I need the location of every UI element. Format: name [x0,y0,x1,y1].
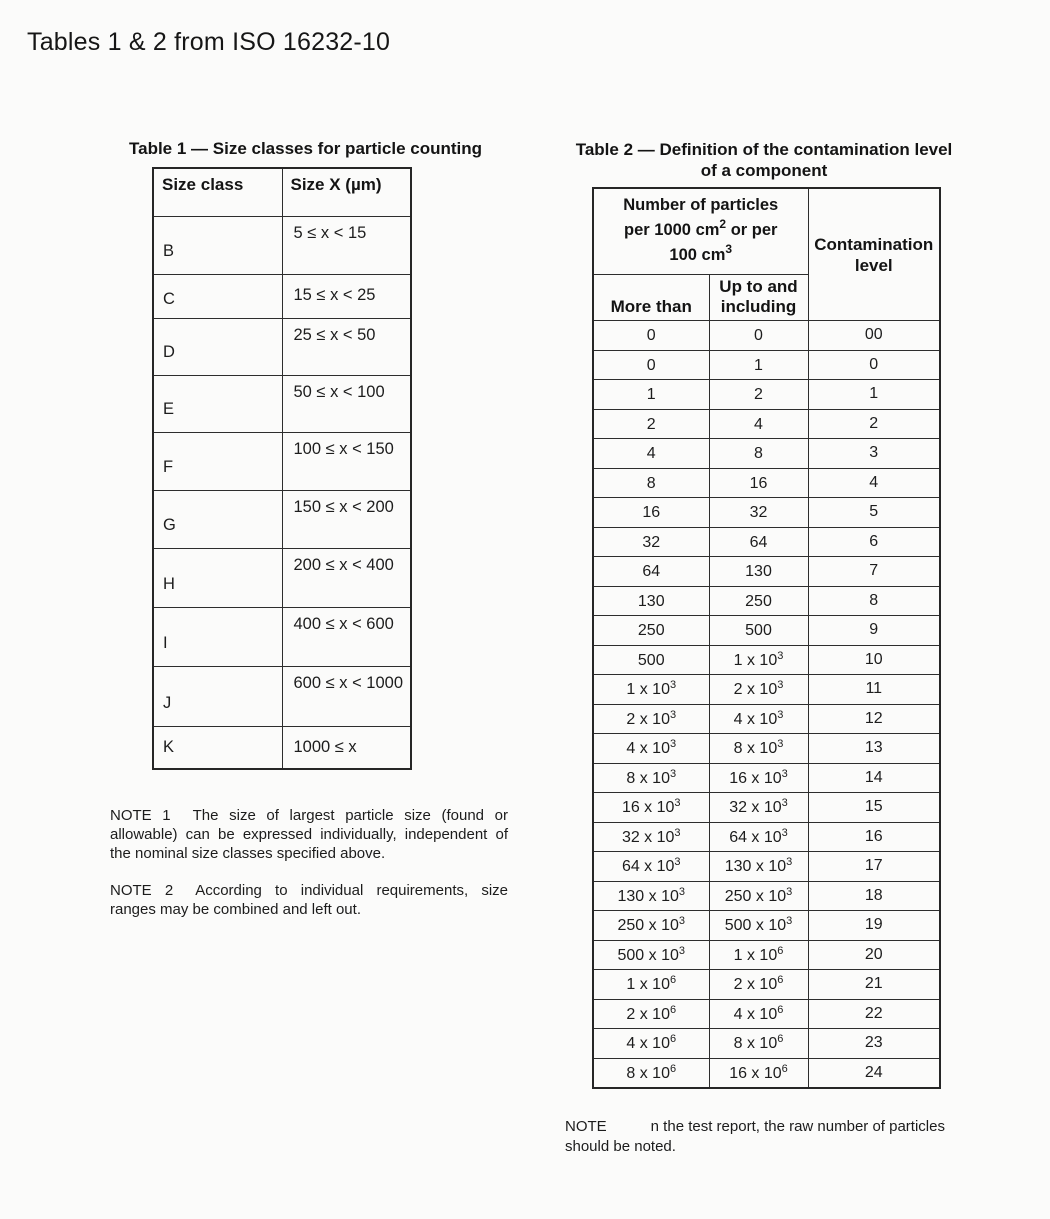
more-than-cell: 64 [593,557,709,587]
superscript: 6 [777,1033,784,1046]
up-to-cell: 16 [709,468,808,498]
more-than-cell: 32 [593,527,709,557]
table-row [593,557,940,587]
table-row [593,852,940,882]
level-cell: 12 [808,704,940,734]
more-than-cell: 130 [593,586,709,616]
level-cell: 00 [808,321,940,351]
level-cell: 7 [808,557,940,587]
note-2-text: According to individual requirements, size ranges may be combined and left out. [110,882,508,918]
level-cell: 19 [808,911,940,941]
more-than-header: More than [593,275,709,321]
level-cell: 21 [808,970,940,1000]
table2-caption-line1: Table 2 — Definition of the contamination level [575,140,953,159]
level-cell: 15 [808,793,940,823]
size-range-cell: 100 ≤ x < 150 [282,433,411,491]
table1-container [152,167,412,770]
more-than-cell: 4 [593,439,709,469]
superscript: 3 [786,915,793,928]
table-row [153,433,411,491]
level-cell: 10 [808,645,940,675]
table-row [593,822,940,852]
level-cell: 13 [808,734,940,764]
more-than-cell: 2 x $10^6$ [593,999,709,1029]
up-to-cell: 8 x $10^3$ [709,734,808,764]
superscript: 3 [669,738,677,751]
more-than-cell: 8 [593,468,709,498]
size-class-cell: D [153,319,282,376]
table-row [593,704,940,734]
size-x-header: Size X (µm) [282,168,411,217]
up-to-cell: 4 x $10^6$ [709,999,808,1029]
table-row [593,1058,940,1088]
superscript: 3 [669,679,677,692]
more-than-cell: 4 x $10^3$ [593,734,709,764]
up-to-cell: 64 [709,527,808,557]
size-range-cell: 25 ≤ x < 50 [282,319,411,376]
more-than-cell: 32 x $10^3$ [593,822,709,852]
level-cell: 6 [808,527,940,557]
size-range-cell: 5 ≤ x < 15 [282,217,411,275]
more-than-cell: 500 x $10^3$ [593,940,709,970]
size-class-cell: H [153,549,282,608]
table-row [593,350,940,380]
superscript: 6 [669,974,677,987]
size-class-cell: B [153,217,282,275]
up-to-cell: 2 x $10^6$ [709,970,808,1000]
level-cell: 24 [808,1058,940,1088]
more-than-cell: 250 [593,616,709,646]
up-to-cell: 500 x $10^3$ [709,911,808,941]
size-range-cell: 50 ≤ x < 100 [282,376,411,433]
up-to-cell: 250 x $10^3$ [709,881,808,911]
superscript: 6 [669,1062,677,1075]
up-to-cell: 0 [709,321,808,351]
note-2 [110,881,508,919]
level-cell: 11 [808,675,940,705]
table-row [593,645,940,675]
table2-container [592,187,941,1089]
superscript: 6 [777,1003,784,1016]
size-classes-table [152,167,412,770]
more-than-cell: 16 [593,498,709,528]
contamination-level-header: Contamination level [808,188,940,321]
level-cell: 14 [808,763,940,793]
level-cell: 18 [808,881,940,911]
more-than-cell: 64 x $10^3$ [593,852,709,882]
level-cell: 3 [808,439,940,469]
size-class-cell: G [153,491,282,549]
table-row [153,608,411,667]
table-row [593,380,940,410]
superscript: 3 [725,242,733,256]
up-to-cell: 1 x $10^3$ [709,645,808,675]
table-row [153,491,411,549]
up-to-cell: 4 x $10^3$ [709,704,808,734]
level-cell: 16 [808,822,940,852]
level-cell: 8 [808,586,940,616]
superscript: 2 [719,217,727,231]
size-class-cell: E [153,376,282,433]
size-range-cell: 15 ≤ x < 25 [282,275,411,319]
table-row [593,999,940,1029]
superscript: 3 [669,767,677,780]
more-than-cell: 130 x $10^3$ [593,881,709,911]
superscript: 3 [674,797,681,810]
table-row [153,549,411,608]
up-to-cell: 32 x $10^3$ [709,793,808,823]
superscript: 3 [678,885,685,898]
level-cell: 4 [808,468,940,498]
more-than-cell: 2 x $10^3$ [593,704,709,734]
table1-caption: Table 1 — Size classes for particle counting [129,139,483,158]
size-class-cell: K [153,727,282,769]
table-row [593,911,940,941]
table-row [593,1029,940,1059]
superscript: 3 [781,797,788,810]
more-than-cell: 4 x $10^6$ [593,1029,709,1059]
up-to-cell: 32 [709,498,808,528]
table2-note-label: NOTE [565,1118,607,1135]
size-range-cell: 600 ≤ x < 1000 [282,667,411,727]
superscript: 3 [786,856,793,869]
contamination-level-table [592,187,941,1089]
more-than-cell: 0 [593,321,709,351]
table-row [593,439,940,469]
table2-caption [560,139,968,181]
table-row [153,217,411,275]
table-row [153,275,411,319]
more-than-cell: 16 x $10^3$ [593,793,709,823]
up-to-cell: 16 x $10^6$ [709,1058,808,1088]
table-row [153,667,411,727]
up-to-cell: 64 x $10^3$ [709,822,808,852]
table1-header-row [153,168,411,217]
particles-header-line1: Number of particles [623,196,779,214]
table-row [593,498,940,528]
up-to-cell: 8 x $10^6$ [709,1029,808,1059]
table-row [593,940,940,970]
table2-note [565,1117,977,1157]
superscript: 3 [777,649,784,662]
superscript: 6 [669,1003,677,1016]
up-to-header: Up to and including [709,275,808,321]
superscript: 6 [669,1033,677,1046]
table-row [593,675,940,705]
up-to-cell: 8 [709,439,808,469]
superscript: 3 [674,856,681,869]
size-class-cell: I [153,608,282,667]
table-row [593,321,940,351]
table-row [593,881,940,911]
superscript: 3 [678,944,685,957]
note-2-label: NOTE 2 [110,882,174,899]
table1-notes [110,806,508,937]
table-row [593,527,940,557]
table-row [593,763,940,793]
more-than-cell: 8 x $10^3$ [593,763,709,793]
particles-header-line3: 100 $cm^3$ [669,242,733,264]
table-row [593,734,940,764]
table-row [153,376,411,433]
up-to-cell: 1 x $10^6$ [709,940,808,970]
level-cell: 17 [808,852,940,882]
more-than-cell: 8 x $10^6$ [593,1058,709,1088]
more-than-cell: 0 [593,350,709,380]
size-range-cell: 400 ≤ x < 600 [282,608,411,667]
superscript: 3 [777,708,784,721]
size-class-cell: C [153,275,282,319]
superscript: 3 [781,826,788,839]
table2-group-header-row [593,188,940,275]
level-cell: 1 [808,380,940,410]
superscript: 6 [781,1062,788,1075]
size-range-cell: 200 ≤ x < 400 [282,549,411,608]
table-row [593,793,940,823]
particles-count-header [593,188,808,275]
level-cell: 22 [808,999,940,1029]
up-to-cell: 1 [709,350,808,380]
page-title: Tables 1 & 2 from ISO 16232-10 [27,28,391,56]
superscript: 6 [777,944,784,957]
up-to-cell: 2 [709,380,808,410]
level-cell: 9 [808,616,940,646]
more-than-cell: 500 [593,645,709,675]
table-row [593,970,940,1000]
table2-note-text: n the test report, the raw number of particles should be noted. [565,1118,945,1155]
up-to-cell: 500 [709,616,808,646]
level-cell: 23 [808,1029,940,1059]
size-range-cell: 1000 ≤ x [282,727,411,769]
more-than-cell: 250 x $10^3$ [593,911,709,941]
up-to-cell: 2 x $10^3$ [709,675,808,705]
table-row [593,468,940,498]
superscript: 3 [674,826,681,839]
more-than-cell: 1 x $10^3$ [593,675,709,705]
more-than-cell: 2 [593,409,709,439]
note-1 [110,806,508,863]
superscript: 6 [777,974,784,987]
superscript: 3 [777,679,784,692]
table2-caption-line2: of a component [700,161,828,180]
level-cell: 5 [808,498,940,528]
table-row [593,409,940,439]
superscript: 3 [678,915,685,928]
up-to-cell: 16 x $10^3$ [709,763,808,793]
up-to-cell: 130 [709,557,808,587]
note-1-label: NOTE 1 [110,807,171,824]
more-than-cell: 1 [593,380,709,410]
note-1-text: The size of largest particle size (found or allowable) can be expressed individually, independent of the nominal size classes specified above. [110,807,508,862]
superscript: 3 [786,885,793,898]
level-cell: 0 [808,350,940,380]
up-to-cell: 130 x $10^3$ [709,852,808,882]
table-row [153,727,411,769]
size-class-cell: F [153,433,282,491]
size-range-cell: 150 ≤ x < 200 [282,491,411,549]
superscript: 3 [781,767,788,780]
level-cell: 2 [808,409,940,439]
level-cell: 20 [808,940,940,970]
size-class-cell: J [153,667,282,727]
size-class-header: Size class [153,168,282,217]
table-row [593,616,940,646]
particles-header-line2: per 1000 $cm^2$ or per [624,217,778,239]
superscript: 3 [669,708,677,721]
table-row [153,319,411,376]
more-than-cell: 1 x $10^6$ [593,970,709,1000]
superscript: 3 [777,738,784,751]
up-to-cell: 4 [709,409,808,439]
table-row [593,586,940,616]
up-to-cell: 250 [709,586,808,616]
